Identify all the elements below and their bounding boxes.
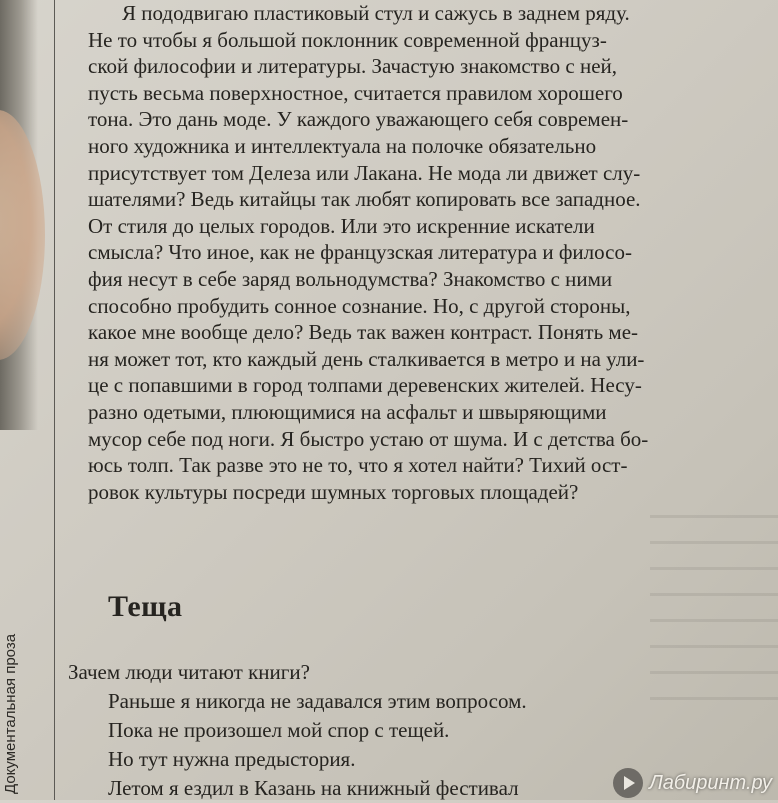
main-paragraph: [88, 0, 756, 505]
paragraph-line: способно пробудить сонное сознание. Но, с другой стороны,: [88, 293, 631, 318]
paragraph-line: юсь толп. Так разве это не то, что я хотел найти? Тихий ост-: [88, 453, 628, 478]
play-icon: [613, 768, 643, 798]
paragraph-line: ровок культуры посреди шумных торговых площадей?: [88, 479, 579, 504]
section-line: Летом я ездил в Казань на книжный фестивал: [108, 776, 519, 800]
paragraph-line: ного художника и интеллектуала на полочке обязательно: [88, 133, 597, 158]
paragraph-line: присутствует том Делеза или Лакана. Не мода ли движет слу-: [88, 160, 641, 185]
paragraph-line: тона. Это дань моде. У каждого уважающего себя современ-: [88, 107, 629, 132]
paragraph-line: мусор себе под ноги. Я быстро устаю от шума. И с детства бо-: [88, 426, 649, 451]
watermark: [613, 768, 772, 798]
paragraph-line: шателями? Ведь китайцы так любят копировать все западное.: [88, 187, 641, 212]
paragraph-line: це с попавшими в город толпами деревенских жителей. Несу-: [88, 373, 642, 398]
section-question: Зачем люди читают книги?: [68, 660, 310, 684]
paragraph-line: От стиля до целых городов. Или это искренние искатели: [88, 213, 595, 238]
running-side-label: Документальная проза: [2, 633, 19, 794]
section-line: Раньше я никогда не задавался этим вопросом.: [108, 689, 527, 713]
section-heading: Теща: [108, 590, 183, 623]
paragraph-line: Не то чтобы я большой поклонник современной француз-: [88, 27, 607, 52]
paragraph-line: Я пододвигаю пластиковый стул и сажусь в заднем ряду.: [122, 1, 630, 25]
thumb-shadow: [0, 110, 45, 360]
watermark-text: Лабиринт.ру: [649, 771, 772, 794]
paragraph-line: фия несут в себе заряд вольнодумства? Знакомство с ними: [88, 266, 613, 291]
margin-rule: [54, 0, 55, 800]
section-line: Пока не произошел мой спор с тещей.: [108, 718, 450, 742]
paragraph-line: какое мне вообще дело? Ведь так важен контраст. Понять ме-: [88, 320, 639, 345]
paragraph-line: смысла? Что иное, как не французская литература и филосо-: [88, 240, 632, 265]
paragraph-line: разно одетыми, плюющимися на асфальт и швыряющими: [88, 399, 607, 424]
paragraph-line: пусть весьма поверхностное, считается правилом хорошего: [88, 80, 623, 105]
paragraph-line: ской философии и литературы. Зачастую знакомство с ней,: [88, 54, 617, 79]
paragraph-line: ня может тот, кто каждый день сталкивается в метро и на ули-: [88, 346, 645, 371]
section-line: Но тут нужна предыстория.: [108, 747, 356, 771]
